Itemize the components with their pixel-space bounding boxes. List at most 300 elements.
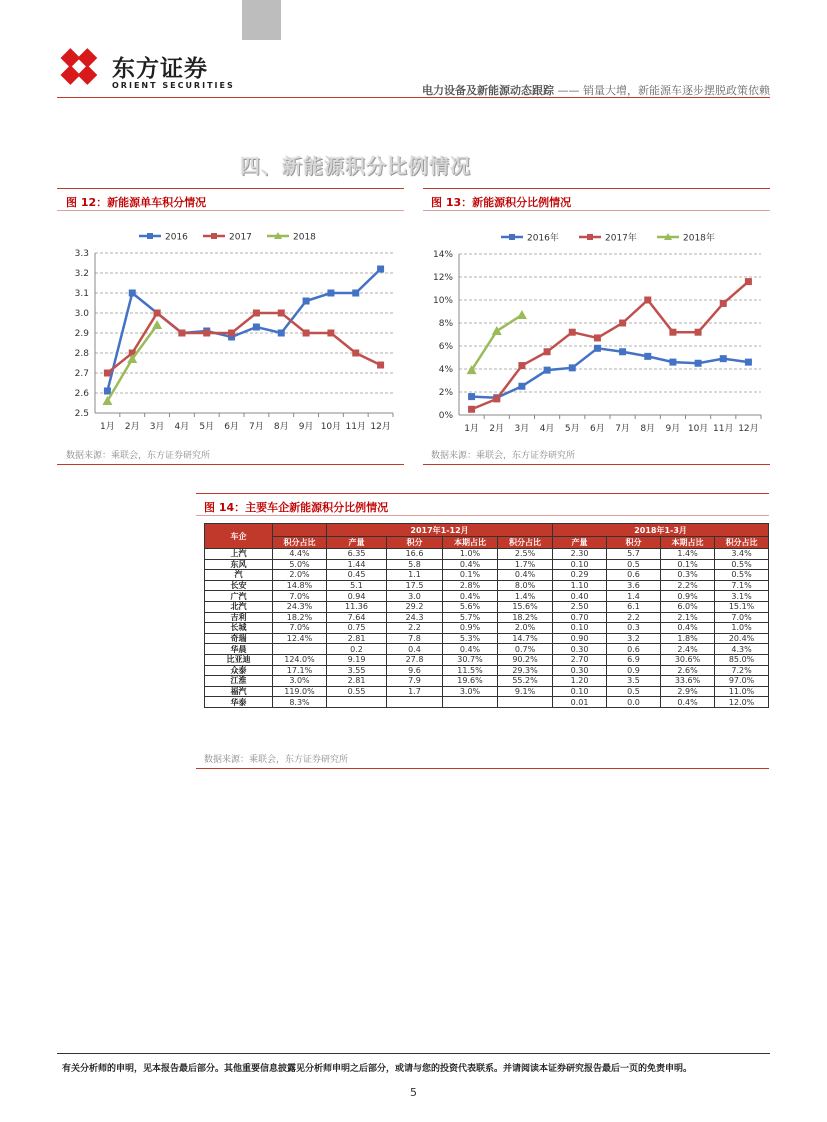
table-cell: 97.0% (715, 676, 769, 687)
fig13-x-tick: 4月 (539, 424, 555, 434)
table-cell: 0.4% (498, 570, 553, 581)
table-cell: 0.6 (607, 570, 661, 581)
table-cell: 14.8% (273, 580, 327, 591)
company-cell: 华泰 (205, 697, 273, 708)
fig12-point (178, 330, 185, 337)
table-cell: 7.9 (387, 676, 443, 687)
fig12-point (104, 388, 111, 395)
table-row (205, 601, 769, 612)
fig12-series-2017 (104, 310, 384, 377)
subheader-cell: 本期占比 (443, 537, 498, 549)
table-cell: 6.9 (607, 654, 661, 665)
table-cell: 90.2% (498, 654, 553, 665)
table-cell (443, 697, 498, 708)
table-cell: 2.50 (553, 601, 607, 612)
table-cell: 24.3% (273, 601, 327, 612)
fig12-source: 数据来源：乘联会，东方证券研究所 (66, 451, 211, 461)
table-cell: 16.6 (387, 549, 443, 560)
logo-english: ORIENT SECURITIES (112, 81, 235, 90)
table-cell: 7.0% (273, 623, 327, 634)
report-name: 电力设备及新能源动态跟踪 (422, 84, 554, 97)
fig13-point (669, 359, 676, 366)
fig13-point (644, 297, 651, 304)
fig13-point (518, 362, 525, 369)
fig13-point (594, 345, 601, 352)
table-cell: 12.0% (715, 697, 769, 708)
table-cell: 124.0% (273, 654, 327, 665)
subheader-cell: 积分占比 (498, 537, 553, 549)
table-cell: 9.19 (327, 654, 387, 665)
fig13-point (720, 355, 727, 362)
fig13-point (569, 364, 576, 371)
table-cell: 2.70 (553, 654, 607, 665)
fig12-y-tick: 3.0 (74, 309, 89, 319)
fig12-y-tick: 3.2 (74, 269, 89, 279)
fig12-x-tick: 3月 (149, 422, 165, 432)
table-cell: 11.5% (443, 665, 498, 676)
fig13-title: 图 13：新能源积分比例情况 (431, 196, 572, 209)
fig13-legend-item (579, 232, 637, 244)
fig12-title-underline (57, 210, 404, 211)
fig13-source: 数据来源：乘联会，东方证券研究所 (431, 451, 576, 461)
table-cell: 2.2% (661, 580, 715, 591)
table-cell: 0.90 (553, 633, 607, 644)
fig12-point (377, 362, 384, 369)
table-cell: 15.6% (498, 601, 553, 612)
table-cell: 27.8 (387, 654, 443, 665)
table-cell: 30.7% (443, 654, 498, 665)
subheader-cell: 产量 (553, 537, 607, 549)
table-row (205, 633, 769, 644)
table-cell: 1.4% (498, 591, 553, 602)
table-cell: 9.1% (498, 686, 553, 697)
company-cell: 福汽 (205, 686, 273, 697)
table-cell: 7.1% (715, 580, 769, 591)
table-cell: 0.9 (607, 665, 661, 676)
fig13-series-2018年 (467, 310, 527, 374)
table-row (205, 676, 769, 687)
table-cell: 0.0 (607, 697, 661, 708)
fig13-point (695, 329, 702, 336)
fig13-point (594, 334, 601, 341)
fig13-point (493, 395, 500, 402)
table-cell: 1.8% (661, 633, 715, 644)
table-cell: 6.35 (327, 549, 387, 560)
fig12-legend-item (203, 233, 252, 243)
table-cell: 11.0% (715, 686, 769, 697)
table-cell: 5.7 (607, 549, 661, 560)
table-cell: 85.0% (715, 654, 769, 665)
company-cell: 北汽 (205, 601, 273, 612)
company-cell: 东风 (205, 559, 273, 570)
table-cell: 18.2% (273, 612, 327, 623)
table-cell (273, 644, 327, 655)
table-cell: 2.9% (661, 686, 715, 697)
fig13-point (695, 360, 702, 367)
table-cell: 19.6% (443, 676, 498, 687)
table-cell (327, 697, 387, 708)
fig12-point (253, 310, 260, 317)
fig12-point (303, 330, 310, 337)
fig13-title-underline (423, 210, 770, 211)
table-cell: 0.7% (498, 644, 553, 655)
table-cell: 0.29 (553, 570, 607, 581)
table-cell: 3.0% (273, 676, 327, 687)
fig12-legend-label: 2016 (165, 232, 188, 243)
table-cell: 11.36 (327, 601, 387, 612)
subheader-cell: 产量 (327, 537, 387, 549)
fig12-y-tick: 2.5 (74, 409, 89, 419)
fig13-legend-marker (587, 234, 593, 240)
table-cell: 0.4% (443, 644, 498, 655)
logo-mark-icon (60, 48, 97, 85)
subheader-cell: 积分占比 (715, 537, 769, 549)
table-cell: 2.1% (661, 612, 715, 623)
table-cell: 0.4% (443, 559, 498, 570)
fig13-point (745, 359, 752, 366)
table-cell: 0.10 (553, 623, 607, 634)
table-row (205, 697, 769, 708)
table-cell: 1.20 (553, 676, 607, 687)
table-cell: 29.3% (498, 665, 553, 676)
fig13-legend-label: 2018年 (683, 233, 715, 244)
table-cell: 8.3% (273, 697, 327, 708)
table-cell: 15.1% (715, 601, 769, 612)
table-cell: 0.9% (443, 623, 498, 634)
fig12-legend-label: 2018 (293, 232, 316, 243)
company-cell: 上汽 (205, 549, 273, 560)
table-cell: 17.1% (273, 665, 327, 676)
fig13-point (644, 353, 651, 360)
fig12-point (377, 266, 384, 273)
table-cell: 8.0% (498, 580, 553, 591)
company-cell: 江淮 (205, 676, 273, 687)
fig12-x-tick: 4月 (174, 422, 190, 432)
company-cell: 长城 (205, 623, 273, 634)
table-cell: 4.4% (273, 549, 327, 560)
table-cell: 2.81 (327, 676, 387, 687)
header-2017: 2017年1-12月 (327, 524, 553, 537)
subheader-cell: 积分占比 (273, 537, 327, 549)
table-cell: 0.4% (443, 591, 498, 602)
report-subtitle: 销量大增，新能源车逐步摆脱政策依赖 (583, 84, 770, 97)
fig12-point (278, 310, 285, 317)
fig12-bottom-line (57, 464, 404, 465)
page-number: 5 (410, 1086, 417, 1099)
table-row (205, 623, 769, 634)
table-cell: 2.30 (553, 549, 607, 560)
fig12-x-tick: 12月 (370, 422, 391, 432)
fig13-legend-item (501, 232, 559, 244)
fig12-x-tick: 10月 (320, 422, 342, 432)
fig13-point (468, 393, 475, 400)
fig13-legend-item (657, 232, 715, 244)
fig13-x-tick: 7月 (615, 424, 630, 434)
table-cell: 2.0% (273, 570, 327, 581)
fig12-y-tick: 2.7 (74, 369, 89, 379)
table-cell: 6.0% (661, 601, 715, 612)
fig12-y-tick: 2.8 (74, 349, 89, 359)
company-cell: 吉利 (205, 612, 273, 623)
company-cell: 汽 (205, 570, 273, 581)
table-subheader-row (205, 537, 769, 549)
table-cell: 0.55 (327, 686, 387, 697)
fig13-x-tick: 3月 (514, 424, 530, 434)
fig13-bottom-line (423, 464, 770, 465)
table-cell: 1.7% (498, 559, 553, 570)
table-cell: 1.44 (327, 559, 387, 570)
fig12-point (278, 330, 285, 337)
table-cell: 3.6 (607, 580, 661, 591)
table-row (205, 559, 769, 570)
fig12-point (352, 290, 359, 297)
table-cell: 24.3 (387, 612, 443, 623)
table-cell: 0.45 (327, 570, 387, 581)
table-cell: 7.0% (715, 612, 769, 623)
table-cell: 7.8 (387, 633, 443, 644)
fig12-x-tick: 6月 (224, 422, 239, 432)
table-cell: 1.0% (715, 623, 769, 634)
fig12-series-line (107, 269, 380, 391)
fig12-point (327, 290, 334, 297)
fig13-point (518, 383, 525, 390)
table-cell: 1.1 (387, 570, 443, 581)
fig13-series-line (472, 348, 749, 397)
fig14-title: 图 14：主要车企新能源积分比例情况 (204, 501, 389, 514)
section-title: 四、新能源积分比例情况 (240, 154, 471, 178)
table-cell: 30.6% (661, 654, 715, 665)
table-cell: 5.1 (327, 580, 387, 591)
table-cell: 1.0% (443, 549, 498, 560)
fig13-y-tick: 14% (432, 250, 453, 260)
fig12-legend-label: 2017 (229, 232, 252, 243)
table-cell: 3.5 (607, 676, 661, 687)
fig12-legend-marker (147, 233, 153, 239)
table-cell: 3.1% (715, 591, 769, 602)
fig13-legend-label: 2017年 (605, 233, 637, 244)
table-cell: 0.01 (553, 697, 607, 708)
fig12-legend-marker (211, 233, 217, 239)
fig13-y-tick: 4% (438, 365, 453, 375)
table-cell: 0.30 (553, 644, 607, 655)
fig13-top-line (423, 188, 770, 189)
table-header-group-row (205, 524, 769, 537)
fig12-x-tick: 7月 (249, 422, 264, 432)
table-cell: 7.2% (715, 665, 769, 676)
table-cell: 3.0 (387, 591, 443, 602)
table-cell: 1.4% (661, 549, 715, 560)
table-cell: 12.4% (273, 633, 327, 644)
table-row (205, 580, 769, 591)
fig13-series-2016年 (468, 345, 752, 401)
table-cell: 0.10 (553, 559, 607, 570)
table-cell: 3.0% (443, 686, 498, 697)
table-cell: 2.5% (498, 549, 553, 560)
header-2018: 2018年1-3月 (553, 524, 769, 537)
fig14-title-underline (196, 515, 769, 516)
fig12-point (104, 370, 111, 377)
fig12-point (303, 298, 310, 305)
table-cell: 14.7% (498, 633, 553, 644)
table-cell: 9.6 (387, 665, 443, 676)
company-cell: 华晨 (205, 644, 273, 655)
table-cell: 0.3% (661, 570, 715, 581)
fig12-x-tick: 1月 (100, 422, 115, 432)
table-cell: 0.5% (715, 559, 769, 570)
table-cell: 2.81 (327, 633, 387, 644)
table-cell: 0.75 (327, 623, 387, 634)
fig13-x-tick: 11月 (713, 424, 734, 434)
table-cell: 1.10 (553, 580, 607, 591)
table-cell: 0.5 (607, 559, 661, 570)
fig12-y-tick: 3.1 (74, 289, 89, 299)
table-row (205, 665, 769, 676)
fig13-point (569, 329, 576, 336)
table-cell: 3.4% (715, 549, 769, 560)
footer-divider (57, 1053, 770, 1054)
table-cell: 0.40 (553, 591, 607, 602)
fig13-y-tick: 12% (432, 273, 453, 283)
table-row (205, 549, 769, 560)
company-cell: 长安 (205, 580, 273, 591)
fig13-y-tick: 0% (438, 411, 453, 421)
fig12-chart (57, 216, 404, 444)
table-cell: 3.55 (327, 665, 387, 676)
table-cell: 0.30 (553, 665, 607, 676)
table-cell: 2.2 (607, 612, 661, 623)
table-cell: 33.6% (661, 676, 715, 687)
header-divider (57, 97, 770, 98)
table-cell (387, 697, 443, 708)
table-cell: 1.4 (607, 591, 661, 602)
fig14-top-line (196, 493, 769, 494)
fig13-point (619, 320, 626, 327)
fig12-point (129, 290, 136, 297)
table-cell: 0.4% (661, 623, 715, 634)
subheader-cell: 积分 (387, 537, 443, 549)
table-cell (498, 697, 553, 708)
fig13-chart (423, 216, 770, 444)
fig12-x-tick: 11月 (345, 422, 366, 432)
fig12-x-tick: 2月 (124, 422, 140, 432)
fig12-x-tick: 5月 (199, 422, 215, 432)
company-cell: 众泰 (205, 665, 273, 676)
table-cell: 0.5 (607, 686, 661, 697)
fig12-point (327, 330, 334, 337)
table-cell: 0.70 (553, 612, 607, 623)
fig12-y-tick: 2.6 (74, 389, 89, 399)
fig13-x-tick: 10月 (687, 424, 709, 434)
header-company: 车企 (205, 524, 273, 549)
header-tab (242, 0, 281, 40)
table-cell: 55.2% (498, 676, 553, 687)
fig13-y-tick: 10% (432, 296, 453, 306)
table-cell: 119.0% (273, 686, 327, 697)
fig13-point (517, 310, 527, 319)
fig12-x-tick: 9月 (298, 422, 314, 432)
table-cell: 5.8 (387, 559, 443, 570)
table-cell: 2.8% (443, 580, 498, 591)
fig12-point (152, 320, 162, 329)
fig12-y-tick: 3.3 (74, 249, 89, 259)
table-cell: 0.1% (443, 570, 498, 581)
fig13-x-tick: 12月 (738, 424, 759, 434)
table-cell: 5.3% (443, 633, 498, 644)
fig12-point (154, 310, 161, 317)
fig12-legend-item (139, 233, 188, 243)
fig13-x-tick: 5月 (564, 424, 580, 434)
table-cell: 29.2 (387, 601, 443, 612)
fig12-series-line (107, 313, 380, 373)
table-cell: 7.64 (327, 612, 387, 623)
table-cell: 4.3% (715, 644, 769, 655)
table-cell: 5.7% (443, 612, 498, 623)
table-cell: 0.94 (327, 591, 387, 602)
table-row (205, 612, 769, 623)
fig12-legend (139, 232, 316, 243)
fig12-top-line (57, 188, 404, 189)
table-cell: 0.9% (661, 591, 715, 602)
table-cell: 5.0% (273, 559, 327, 570)
fig12-y-tick: 2.9 (74, 329, 89, 339)
fig12-legend-item (267, 232, 316, 243)
table-row (205, 654, 769, 665)
fig13-point (468, 406, 475, 413)
company-credit-table (204, 523, 769, 708)
fig13-point (619, 348, 626, 355)
table-row (205, 591, 769, 602)
fig13-legend (501, 232, 715, 244)
fig12-point (253, 324, 260, 331)
fig14-source: 数据来源：乘联会，东方证券研究所 (204, 755, 349, 765)
footer-disclaimer: 有关分析师的申明，见本报告最后部分。其他重要信息披露见分析师申明之后部分，或请与您的投资代表联系。并请阅读本证券研究报告最后一页的免责申明。 (62, 1064, 693, 1074)
company-cell: 比亚迪 (205, 654, 273, 665)
table-cell: 1.7 (387, 686, 443, 697)
header-empty (273, 524, 327, 537)
fig12-point (228, 330, 235, 337)
fig13-point (745, 278, 752, 285)
table-row (205, 644, 769, 655)
fig13-x-tick: 9月 (665, 424, 681, 434)
fig13-x-tick: 8月 (640, 424, 656, 434)
logo-chinese: 东方证券 (112, 56, 208, 82)
table-cell: 20.4% (715, 633, 769, 644)
table-row (205, 686, 769, 697)
table-cell: 17.5 (387, 580, 443, 591)
table-cell: 5.6% (443, 601, 498, 612)
fig12-point (203, 330, 210, 337)
table-cell: 0.2 (327, 644, 387, 655)
fig13-point (669, 329, 676, 336)
fig13-x-tick: 1月 (464, 424, 479, 434)
table-cell: 2.2 (387, 623, 443, 634)
subheader-cell: 积分 (607, 537, 661, 549)
fig13-point (544, 367, 551, 374)
table-cell: 0.5% (715, 570, 769, 581)
table-row (205, 570, 769, 581)
fig13-y-tick: 8% (438, 319, 453, 329)
table-cell: 0.1% (661, 559, 715, 570)
table-cell: 0.4 (387, 644, 443, 655)
fig14-bottom-line (196, 768, 769, 769)
fig12-x-tick: 8月 (273, 422, 289, 432)
fig13-x-tick: 2月 (489, 424, 505, 434)
table-cell: 2.0% (498, 623, 553, 634)
fig13-x-tick: 6月 (590, 424, 605, 434)
table-cell: 2.6% (661, 665, 715, 676)
fig13-legend-marker (509, 234, 515, 240)
fig13-y-tick: 2% (438, 388, 453, 398)
